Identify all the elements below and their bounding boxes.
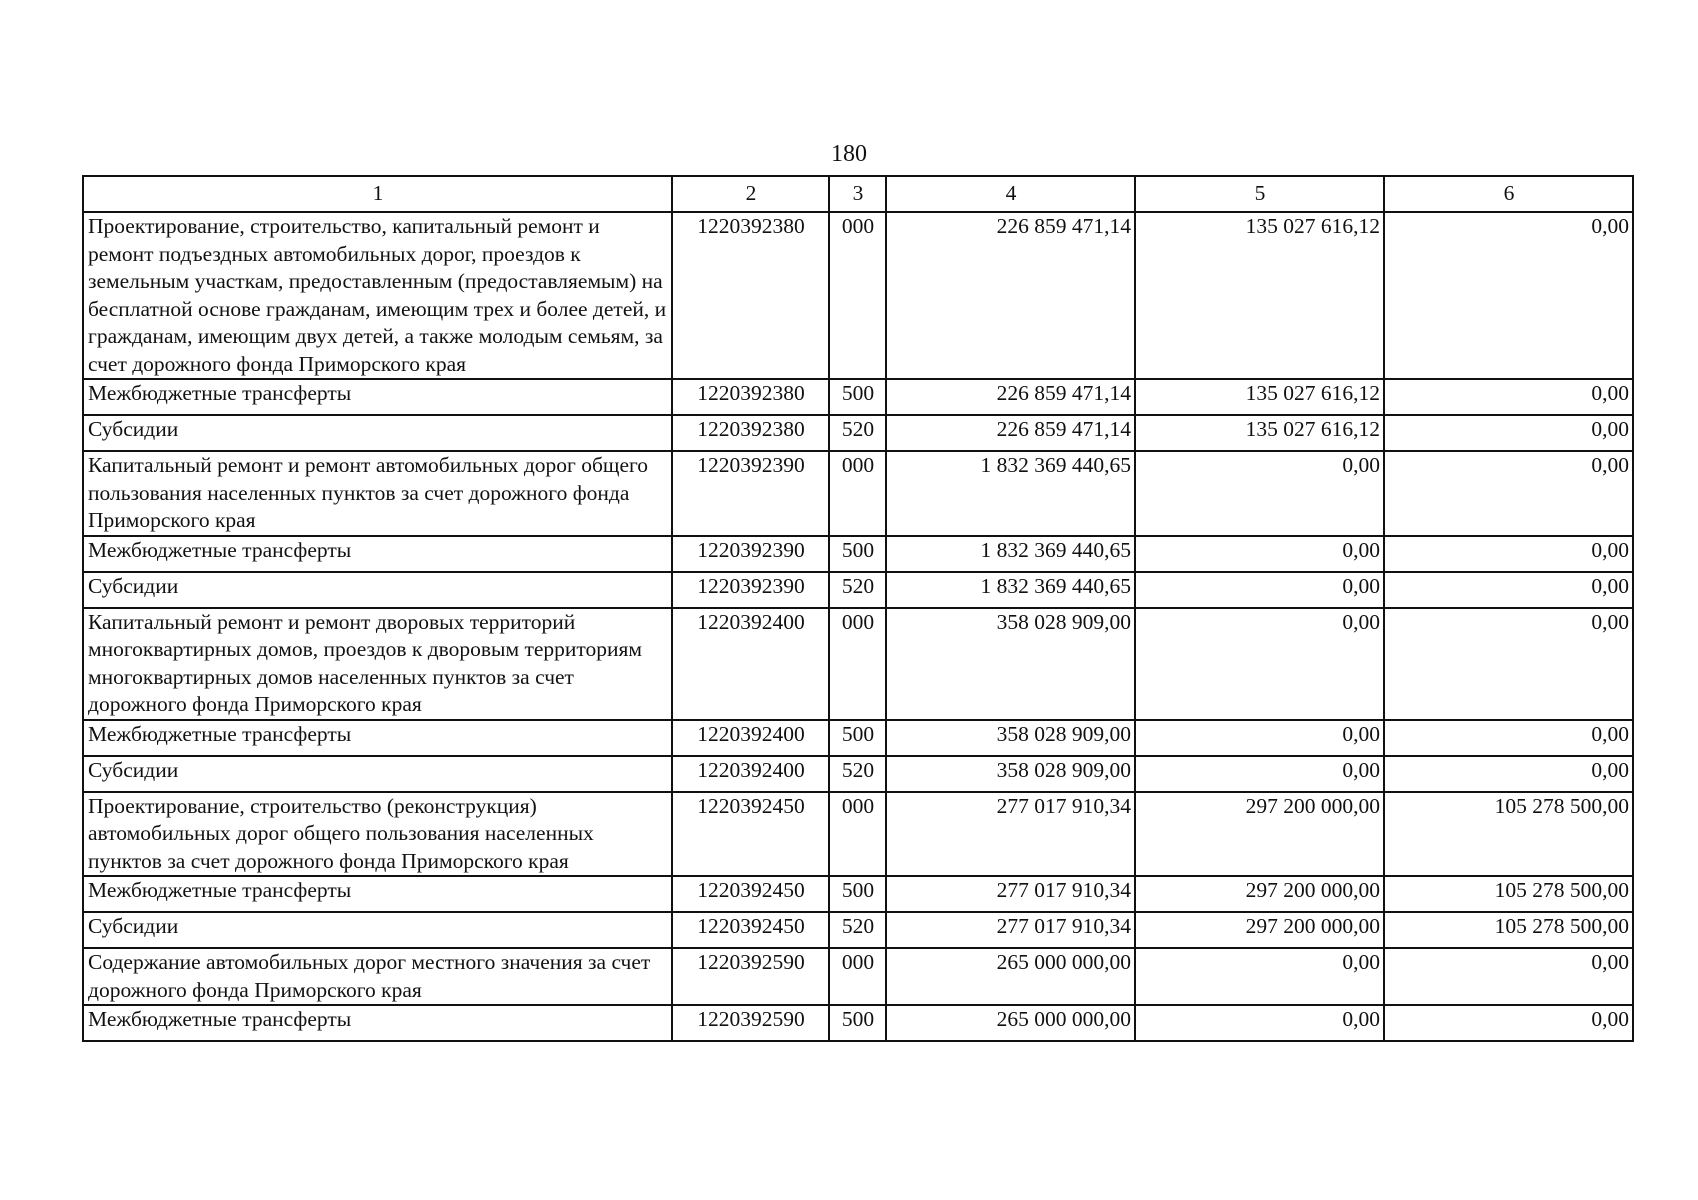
row-amount-5: 0,00 <box>1135 1005 1384 1041</box>
row-amount-4: 1 832 369 440,65 <box>886 536 1135 572</box>
row-amount-6: 0,00 <box>1384 212 1633 379</box>
row-type: 500 <box>829 1005 886 1041</box>
row-name: Межбюджетные трансферты <box>83 720 672 756</box>
column-header-6: 6 <box>1384 176 1633 212</box>
budget-table <box>82 175 1634 1042</box>
row-name: Межбюджетные трансферты <box>83 876 672 912</box>
column-header-2: 2 <box>672 176 829 212</box>
column-header-1: 1 <box>83 176 672 212</box>
row-amount-5: 135 027 616,12 <box>1135 212 1384 379</box>
row-name: Межбюджетные трансферты <box>83 536 672 572</box>
row-amount-6: 0,00 <box>1384 756 1633 792</box>
row-name: Капитальный ремонт и ремонт дворовых территорий многоквартирных домов, проездов к дворовым территориям многоквартирных домов населенных пунктов за счет дорожного фонда Приморского края <box>83 608 672 720</box>
row-amount-6: 0,00 <box>1384 720 1633 756</box>
column-header-5: 5 <box>1135 176 1384 212</box>
table-row <box>83 792 1633 877</box>
column-header-4: 4 <box>886 176 1135 212</box>
row-amount-6: 0,00 <box>1384 608 1633 720</box>
row-amount-5: 0,00 <box>1135 451 1384 536</box>
row-type: 500 <box>829 536 886 572</box>
row-name: Проектирование, строительство, капитальный ремонт и ремонт подъездных автомобильных дорог, проездов к земельным участкам, предоставленным (предоставляемым) на бесплатной основе гражданам, имеющим трех и более детей, и гражданам, имеющим двух детей, а также молодым семьям, за счет дорожного фонда Приморского края <box>83 212 672 379</box>
row-amount-6: 105 278 500,00 <box>1384 876 1633 912</box>
table-row <box>83 212 1633 379</box>
row-type: 520 <box>829 756 886 792</box>
row-amount-4: 277 017 910,34 <box>886 912 1135 948</box>
row-code: 1220392380 <box>672 379 829 415</box>
row-amount-5: 0,00 <box>1135 608 1384 720</box>
row-amount-6: 0,00 <box>1384 572 1633 608</box>
row-amount-6: 0,00 <box>1384 415 1633 451</box>
row-type: 000 <box>829 608 886 720</box>
table-row <box>83 608 1633 720</box>
row-code: 1220392400 <box>672 720 829 756</box>
table-row <box>83 379 1633 415</box>
row-amount-4: 226 859 471,14 <box>886 415 1135 451</box>
row-amount-4: 226 859 471,14 <box>886 212 1135 379</box>
page-number: 180 <box>831 141 867 167</box>
row-amount-6: 0,00 <box>1384 1005 1633 1041</box>
row-amount-5: 0,00 <box>1135 756 1384 792</box>
row-amount-4: 265 000 000,00 <box>886 1005 1135 1041</box>
row-amount-4: 1 832 369 440,65 <box>886 572 1135 608</box>
row-type: 500 <box>829 876 886 912</box>
row-code: 1220392590 <box>672 1005 829 1041</box>
row-name: Субсидии <box>83 415 672 451</box>
row-code: 1220392450 <box>672 792 829 877</box>
table-row <box>83 912 1633 948</box>
row-amount-5: 0,00 <box>1135 572 1384 608</box>
row-amount-6: 0,00 <box>1384 536 1633 572</box>
row-type: 500 <box>829 379 886 415</box>
row-code: 1220392400 <box>672 756 829 792</box>
row-code: 1220392450 <box>672 912 829 948</box>
row-type: 520 <box>829 912 886 948</box>
row-amount-6: 0,00 <box>1384 451 1633 536</box>
row-amount-5: 297 200 000,00 <box>1135 912 1384 948</box>
row-amount-5: 0,00 <box>1135 536 1384 572</box>
row-type: 000 <box>829 451 886 536</box>
row-amount-4: 1 832 369 440,65 <box>886 451 1135 536</box>
table-row <box>83 756 1633 792</box>
row-code: 1220392390 <box>672 536 829 572</box>
row-amount-5: 297 200 000,00 <box>1135 876 1384 912</box>
table-row <box>83 415 1633 451</box>
row-name: Межбюджетные трансферты <box>83 1005 672 1041</box>
row-amount-5: 0,00 <box>1135 720 1384 756</box>
table-row <box>83 720 1633 756</box>
row-name: Субсидии <box>83 572 672 608</box>
row-amount-5: 0,00 <box>1135 948 1384 1005</box>
table-row <box>83 948 1633 1005</box>
row-amount-4: 226 859 471,14 <box>886 379 1135 415</box>
row-amount-5: 135 027 616,12 <box>1135 415 1384 451</box>
row-name: Капитальный ремонт и ремонт автомобильных дорог общего пользования населенных пунктов за счет дорожного фонда Приморского края <box>83 451 672 536</box>
row-type: 000 <box>829 948 886 1005</box>
row-amount-5: 297 200 000,00 <box>1135 792 1384 877</box>
row-amount-4: 265 000 000,00 <box>886 948 1135 1005</box>
header-row <box>83 176 1633 212</box>
row-name: Субсидии <box>83 912 672 948</box>
row-name: Проектирование, строительство (реконструкция) автомобильных дорог общего пользования населенных пунктов за счет дорожного фонда Приморского края <box>83 792 672 877</box>
row-amount-4: 358 028 909,00 <box>886 720 1135 756</box>
row-name: Содержание автомобильных дорог местного значения за счет дорожного фонда Приморского края <box>83 948 672 1005</box>
row-code: 1220392380 <box>672 212 829 379</box>
column-header-3: 3 <box>829 176 886 212</box>
row-code: 1220392450 <box>672 876 829 912</box>
row-type: 520 <box>829 415 886 451</box>
row-code: 1220392380 <box>672 415 829 451</box>
row-code: 1220392400 <box>672 608 829 720</box>
row-amount-6: 0,00 <box>1384 379 1633 415</box>
row-type: 520 <box>829 572 886 608</box>
row-amount-6: 0,00 <box>1384 948 1633 1005</box>
row-amount-6: 105 278 500,00 <box>1384 792 1633 877</box>
row-amount-6: 105 278 500,00 <box>1384 912 1633 948</box>
row-code: 1220392390 <box>672 451 829 536</box>
row-amount-4: 277 017 910,34 <box>886 792 1135 877</box>
table-row <box>83 572 1633 608</box>
row-amount-4: 358 028 909,00 <box>886 608 1135 720</box>
row-code: 1220392390 <box>672 572 829 608</box>
table-row <box>83 1005 1633 1041</box>
table-row <box>83 451 1633 536</box>
row-amount-4: 277 017 910,34 <box>886 876 1135 912</box>
row-code: 1220392590 <box>672 948 829 1005</box>
row-type: 000 <box>829 792 886 877</box>
row-type: 000 <box>829 212 886 379</box>
row-name: Субсидии <box>83 756 672 792</box>
row-type: 500 <box>829 720 886 756</box>
row-amount-5: 135 027 616,12 <box>1135 379 1384 415</box>
table-row <box>83 876 1633 912</box>
row-name: Межбюджетные трансферты <box>83 379 672 415</box>
table-row <box>83 536 1633 572</box>
row-amount-4: 358 028 909,00 <box>886 756 1135 792</box>
